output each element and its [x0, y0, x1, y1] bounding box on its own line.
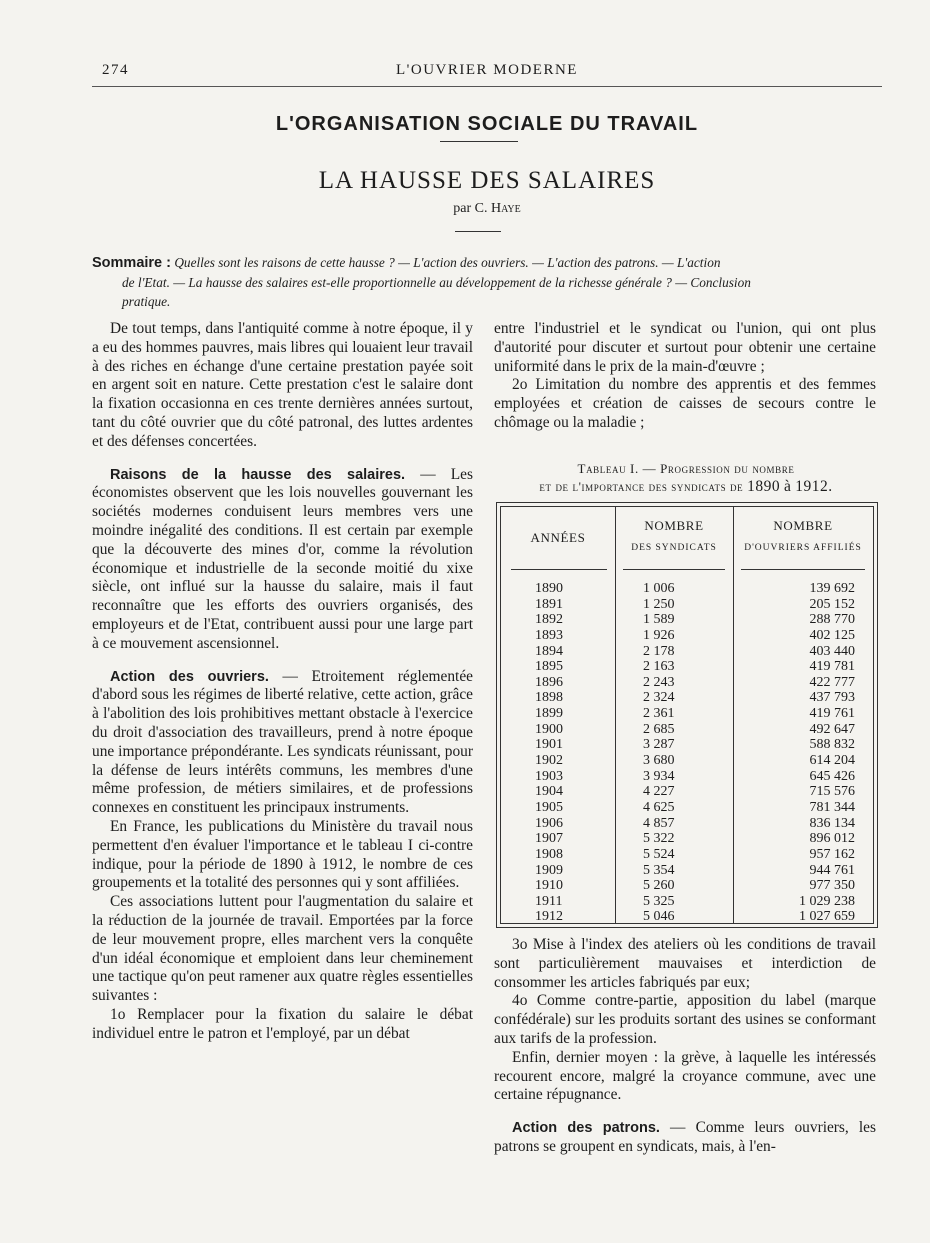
cell-year: 1890	[535, 581, 563, 596]
paragraph: Action des patrons. — Comme leurs ouvriers, les patrons se groupent en syndicats, mais, à l'en-	[494, 1119, 876, 1155]
cell-syndicats: 4 857	[643, 815, 675, 831]
cell-ouvriers: 896 012	[809, 831, 855, 847]
table-row	[501, 863, 873, 879]
header-underline	[511, 569, 607, 570]
table-row	[501, 816, 873, 832]
running-header	[92, 58, 882, 87]
cell-syndicats: 1 250	[643, 596, 675, 612]
paragraph: 1o Remplacer pour la fixation du salaire le débat individuel entre le patron et l'employé, par un débat	[92, 1005, 473, 1042]
cell-syndicats: 1 926	[643, 627, 675, 643]
cell-syndicats: 5 524	[643, 846, 675, 862]
cell-syndicats: 2 361	[643, 706, 675, 722]
cell-syndicats: 1 006	[643, 581, 675, 596]
cell-ouvriers: 422 777	[809, 674, 855, 690]
cell-ouvriers: 402 125	[809, 627, 855, 643]
cell-syndicats: 5 325	[643, 893, 675, 909]
paragraph: En France, les publications du Ministère du travail nous permettent d'en évaluer l'importance et le tableau I ci-contre indique, pour la période de 1890 à 1912, le nombre de ces groupements et la totalité des personnes qui y sont affiliées.	[92, 817, 473, 892]
table-row	[501, 722, 873, 738]
table-row	[501, 659, 873, 675]
cell-ouvriers: 1 029 238	[799, 893, 855, 909]
cell-ouvriers: 288 770	[809, 612, 855, 628]
table-caption-line-2: et de l'importance des syndicats de 1890 à 1912.	[539, 478, 833, 495]
table-frame	[500, 506, 874, 924]
cell-year: 1909	[535, 862, 563, 878]
table-row	[501, 737, 873, 753]
cell-ouvriers: 588 832	[809, 737, 855, 753]
cell-ouvriers: 492 647	[809, 721, 855, 737]
cell-ouvriers: 419 781	[809, 659, 855, 675]
cell-syndicats: 1 589	[643, 612, 675, 628]
run-in-heading: Action des ouvriers.	[110, 668, 269, 685]
cell-ouvriers: 205 152	[809, 596, 855, 612]
table-caption	[494, 460, 878, 496]
cell-syndicats: 3 680	[643, 753, 675, 769]
cell-year: 1893	[535, 627, 563, 643]
cell-year: 1912	[535, 909, 563, 925]
cell-ouvriers: 781 344	[809, 799, 855, 815]
cell-year: 1904	[535, 784, 563, 800]
summary	[92, 253, 878, 311]
table-row	[501, 831, 873, 847]
syndicates-table	[496, 502, 878, 928]
cell-ouvriers: 977 350	[809, 878, 855, 894]
table-row	[501, 628, 873, 644]
paragraph: Enfin, dernier moyen : la grève, à laquelle les intéressés recourent encore, malgré la croyance commune, avec une certaine répugnance.	[494, 1048, 876, 1104]
summary-line-2: de l'Etat. — La hausse des salaires est-elle proportionnelle au développement de la richesse générale ? — Conclusion	[122, 275, 751, 290]
cell-year: 1894	[535, 643, 563, 659]
table-row	[501, 894, 873, 910]
table-row	[501, 800, 873, 816]
table-row	[501, 909, 873, 925]
cell-syndicats: 5 354	[643, 862, 675, 878]
table-row	[501, 706, 873, 722]
byline-prefix: par C.	[453, 201, 488, 216]
cell-year: 1896	[535, 674, 563, 690]
cell-syndicats: 2 178	[643, 643, 675, 659]
cell-syndicats: 4 227	[643, 784, 675, 800]
cell-ouvriers: 715 576	[809, 784, 855, 800]
header-underline	[623, 569, 725, 570]
summary-line-3: pratique.	[122, 294, 171, 309]
cell-ouvriers: 944 761	[809, 862, 855, 878]
cell-year: 1907	[535, 831, 563, 847]
cell-syndicats: 2 324	[643, 690, 675, 706]
paragraph: Ces associations luttent pour l'augmentation du salaire et la réduction de la journée de travail. Emportées par la force de leur mouvement propre, elles marchent vers la conquête d'un idéal économique et emploient dans leur cheminement une tactique qu'on peut ramener aux quatre règles essentielles suivantes :	[92, 893, 473, 1005]
table-row	[501, 784, 873, 800]
table-caption-line-1: Tableau I. — Progression du nombre	[577, 461, 795, 476]
cell-year: 1898	[535, 690, 563, 706]
paragraph: De tout temps, dans l'antiquité comme à notre époque, il y a eu des hommes pauvres, mais libres qui louaient leur travail à des riches en échange d'une certaine prestation payée soit en argent soit en nature. Cette prestation c'est le salaire dont la fixation occasionna en ces trente dernières années surtout, tant du côté ouvrier que du côté patronal, des luttes ardentes et des défenses concertées.	[92, 320, 473, 450]
table-row	[501, 753, 873, 769]
cell-year: 1900	[535, 721, 563, 737]
cell-year: 1902	[535, 753, 563, 769]
article-title: LA HAUSSE DES SALAIRES	[318, 167, 656, 194]
cell-year: 1899	[535, 706, 563, 722]
cell-syndicats: 3 934	[643, 768, 675, 784]
table-row	[501, 581, 873, 597]
paragraph: 3o Mise à l'index des ateliers où les conditions de travail sont particulièrement mauvaises et interdiction de consommer les articles fabriqués par eux;	[494, 936, 876, 991]
paragraph: entre l'industriel et le syndicat ou l'union, qui ont plus d'autorité pour discuter et surtout pour obtenir une certaine uniformité dans le prix de la main-d'œuvre ;	[494, 320, 876, 375]
cell-syndicats: 3 287	[643, 737, 675, 753]
cell-ouvriers: 1 027 659	[799, 909, 855, 925]
cell-syndicats: 5 322	[643, 831, 675, 847]
header-nombre-syndicats: NOMBRE DES SYNDICATS	[631, 518, 717, 553]
run-in-heading: Action des patrons.	[512, 1120, 660, 1137]
cell-ouvriers: 614 204	[809, 753, 855, 769]
divider	[455, 231, 501, 232]
header-underline	[741, 569, 865, 570]
cell-syndicats: 2 685	[643, 721, 675, 737]
running-title: L'OUVRIER MODERNE	[396, 62, 578, 78]
table-row	[501, 878, 873, 894]
table-row	[501, 597, 873, 613]
table-row	[501, 690, 873, 706]
summary-label: Sommaire :	[92, 255, 171, 271]
paragraph: Action des ouvriers. — Etroitement réglementée d'abord sous les régimes de liberté relative, cette action, grâce à l'abolition des lois prohibitives mettant obstacle à l'exercice du droit d'association des travailleurs, prend à notre époque une importance prépondérante. Les syndicats réunissant, pour la défense de leurs intérêts communs, les membres d'une même profession, de métiers similaires, et de professions connexes en constituent les principaux instruments.	[92, 667, 473, 817]
table-row	[501, 612, 873, 628]
right-column-top	[494, 320, 876, 433]
cell-ouvriers: 957 162	[809, 846, 855, 862]
cell-ouvriers: 139 692	[809, 581, 855, 596]
left-column	[92, 320, 473, 1043]
cell-year: 1903	[535, 768, 563, 784]
cell-year: 1901	[535, 737, 563, 753]
paragraph: Raisons de la hausse des salaires. — Les économistes observent que les lois nouvelles gouvernant les sociétés modernes conduisent leurs membres vers une moindre inégalité des conditions. Il est certain par exemple que la découverte des mines d'or, comme la révolution économique et industrielle de la seconde moitié du xixe siècle, ont influé sur la hausse du salaire, mais il faut reconnaître que les efforts des ouvriers organisés, des employeurs et de l'Etat, contribuent aussi pour une large part à ce mouvement ascensionnel.	[92, 465, 473, 652]
cell-year: 1905	[535, 799, 563, 815]
table-body	[501, 581, 873, 925]
cell-year: 1891	[535, 596, 563, 612]
cell-ouvriers: 437 793	[809, 690, 855, 706]
byline-author: Haye	[490, 201, 521, 216]
cell-ouvriers: 836 134	[809, 815, 855, 831]
cell-syndicats: 5 046	[643, 909, 675, 925]
table-row	[501, 644, 873, 660]
paragraph: 4o Comme contre-partie, apposition du label (marque confédérale) sur les produits sortant des usines se conformant aux tarifs de la profession.	[494, 992, 876, 1047]
summary-line-1: Quelles sont les raisons de cette hausse ? — L'action des ouvriers. — L'action des patrons. — L'action	[174, 255, 721, 270]
cell-year: 1892	[535, 612, 563, 628]
table-row	[501, 675, 873, 691]
paragraph: 2o Limitation du nombre des apprentis et des femmes employées et création de caisses de secours contre le chômage ou la maladie ;	[494, 376, 876, 431]
cell-syndicats: 5 260	[643, 878, 675, 894]
table-row	[501, 769, 873, 785]
table-row	[501, 847, 873, 863]
cell-syndicats: 2 243	[643, 674, 675, 690]
cell-syndicats: 2 163	[643, 659, 675, 675]
run-in-heading: Raisons de la hausse des salaires.	[110, 466, 406, 483]
byline	[92, 201, 882, 217]
section-title: L'ORGANISATION SOCIALE DU TRAVAIL	[275, 113, 699, 135]
page-number: 274	[102, 62, 129, 78]
cell-ouvriers: 645 426	[809, 768, 855, 784]
cell-ouvriers: 419 761	[809, 706, 855, 722]
cell-syndicats: 4 625	[643, 799, 675, 815]
header-nombre-ouvriers: NOMBRE D'OUVRIERS AFFILIÉS	[744, 518, 862, 553]
cell-year: 1910	[535, 878, 563, 894]
right-column-bottom	[494, 936, 876, 1157]
header-annees: ANNÉES	[530, 530, 586, 545]
cell-year: 1908	[535, 846, 563, 862]
cell-year: 1895	[535, 659, 563, 675]
cell-year: 1906	[535, 815, 563, 831]
divider	[440, 141, 518, 142]
cell-year: 1911	[535, 893, 563, 909]
cell-ouvriers: 403 440	[809, 643, 855, 659]
